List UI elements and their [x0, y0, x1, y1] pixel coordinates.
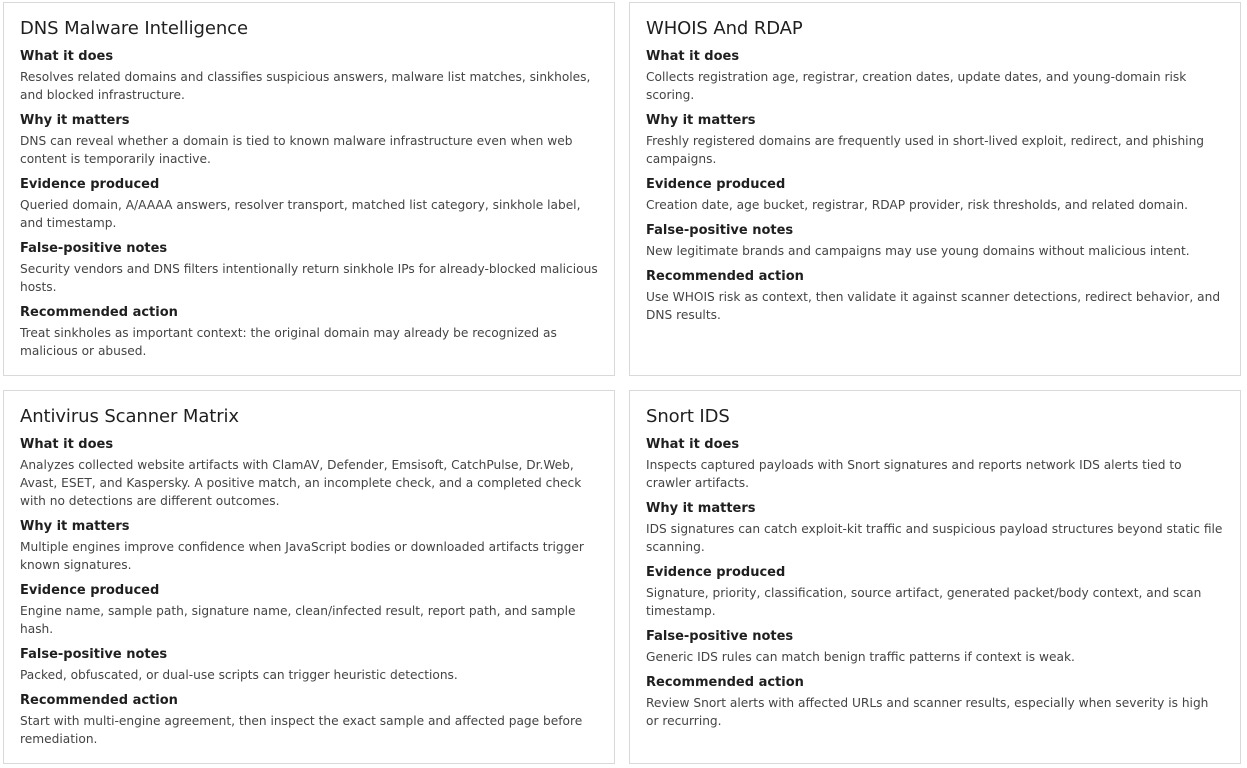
- section-body: Collects registration age, registrar, creation dates, update dates, and young-domain risk scoring.: [646, 70, 1187, 102]
- section-body: Multiple engines improve confidence when JavaScript bodies or downloaded artifacts trigger known signatures.: [20, 540, 584, 572]
- section-body: Use WHOIS risk as context, then validate it against scanner detections, redirect behavior, and DNS results.: [646, 290, 1221, 322]
- section-heading: Evidence produced: [20, 177, 160, 192]
- section-body: Treat sinkholes as important context: the original domain may already be recognized as malicious or abused.: [20, 326, 557, 358]
- section-heading: Why it matters: [20, 519, 130, 534]
- section-why-it-matters: [20, 518, 598, 574]
- section-heading: Why it matters: [646, 501, 756, 516]
- section-body: Signature, priority, classification, source artifact, generated packet/body context, and scan timestamp.: [646, 586, 1202, 618]
- card-title: WHOIS And RDAP: [646, 18, 803, 39]
- section-evidence-produced: [646, 176, 1224, 214]
- section-why-it-matters: [646, 112, 1224, 168]
- card-title: DNS Malware Intelligence: [20, 18, 248, 39]
- section-heading: What it does: [20, 437, 114, 452]
- section-recommended-action: [20, 304, 598, 360]
- section-body: Generic IDS rules can match benign traffic patterns if context is weak.: [646, 650, 1075, 664]
- section-heading: False-positive notes: [20, 241, 168, 256]
- snort-ids-card: [629, 390, 1241, 764]
- section-false-positive-notes: [646, 222, 1224, 260]
- section-recommended-action: [646, 674, 1224, 730]
- section-body: Security vendors and DNS filters intentionally return sinkhole IPs for already-blocked malicious hosts.: [20, 262, 598, 294]
- section-false-positive-notes: [20, 240, 598, 296]
- section-heading: Why it matters: [646, 113, 756, 128]
- section-heading: Recommended action: [20, 693, 178, 708]
- section-heading: What it does: [646, 437, 740, 452]
- section-why-it-matters: [20, 112, 598, 168]
- section-evidence-produced: [646, 564, 1224, 620]
- section-what-it-does: [646, 436, 1224, 492]
- section-recommended-action: [20, 692, 598, 748]
- section-body: Resolves related domains and classifies suspicious answers, malware list matches, sinkholes, and blocked infrastructure.: [20, 70, 591, 102]
- section-false-positive-notes: [646, 628, 1224, 666]
- section-heading: Recommended action: [646, 675, 804, 690]
- section-why-it-matters: [646, 500, 1224, 556]
- section-heading: What it does: [646, 49, 740, 64]
- section-body: Analyzes collected website artifacts with ClamAV, Defender, Emsisoft, CatchPulse, Dr.Web, Avast, ESET, and Kaspersky. A positive match, an incomplete check, and a completed check with no detections are different outcomes.: [20, 458, 582, 508]
- section-heading: Evidence produced: [646, 177, 786, 192]
- section-body: Creation date, age bucket, registrar, RDAP provider, risk thresholds, and related domain.: [646, 198, 1188, 212]
- section-body: New legitimate brands and campaigns may use young domains without malicious intent.: [646, 244, 1190, 258]
- whois-and-rdap-card: [629, 2, 1241, 376]
- section-evidence-produced: [20, 176, 598, 232]
- card-title: Antivirus Scanner Matrix: [20, 406, 239, 427]
- section-what-it-does: [20, 48, 598, 104]
- section-body: Freshly registered domains are frequently used in short-lived exploit, redirect, and phishing campaigns.: [646, 134, 1205, 166]
- section-body: Start with multi-engine agreement, then inspect the exact sample and affected page before remediation.: [20, 714, 583, 746]
- section-body: Review Snort alerts with affected URLs and scanner results, especially when severity is high or recurring.: [646, 696, 1209, 728]
- section-body: Engine name, sample path, signature name, clean/infected result, report path, and sample hash.: [20, 604, 576, 636]
- section-body: Packed, obfuscated, or dual-use scripts can trigger heuristic detections.: [20, 668, 458, 682]
- section-body: Queried domain, A/AAAA answers, resolver transport, matched list category, sinkhole label, and timestamp.: [20, 198, 581, 230]
- section-heading: False-positive notes: [20, 647, 168, 662]
- section-heading: Evidence produced: [20, 583, 160, 598]
- section-heading: False-positive notes: [646, 223, 794, 238]
- section-evidence-produced: [20, 582, 598, 638]
- section-body: DNS can reveal whether a domain is tied to known malware infrastructure even when web content is temporarily inactive.: [20, 134, 573, 166]
- section-heading: Recommended action: [20, 305, 178, 320]
- card-title: Snort IDS: [646, 406, 730, 427]
- section-heading: Recommended action: [646, 269, 804, 284]
- section-body: IDS signatures can catch exploit-kit traffic and suspicious payload structures beyond static file scanning.: [646, 522, 1223, 554]
- section-recommended-action: [646, 268, 1224, 324]
- section-heading: Why it matters: [20, 113, 130, 128]
- section-heading: False-positive notes: [646, 629, 794, 644]
- antivirus-scanner-matrix-card: [3, 390, 615, 764]
- section-what-it-does: [646, 48, 1224, 104]
- section-heading: Evidence produced: [646, 565, 786, 580]
- section-what-it-does: [20, 436, 598, 510]
- dns-malware-intelligence-card: [3, 2, 615, 376]
- section-body: Inspects captured payloads with Snort signatures and reports network IDS alerts tied to crawler artifacts.: [646, 458, 1182, 490]
- section-false-positive-notes: [20, 646, 598, 684]
- section-heading: What it does: [20, 49, 114, 64]
